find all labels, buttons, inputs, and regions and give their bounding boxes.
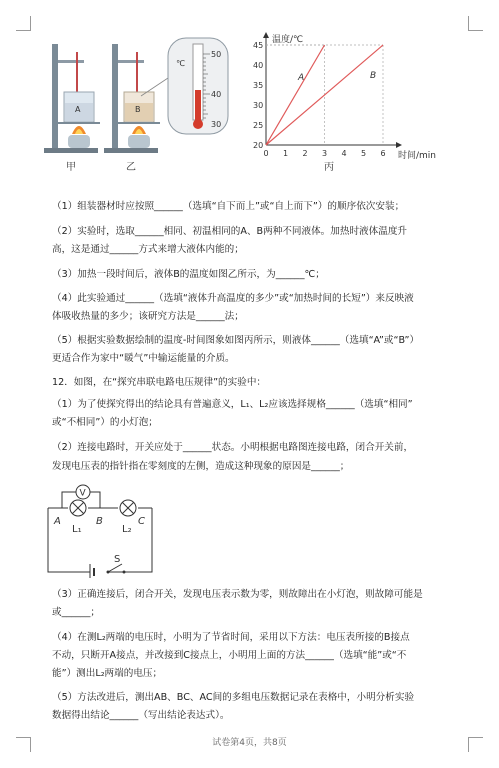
- graph-line-a-label: A: [298, 73, 305, 83]
- q12-part4-line2: 不动，只断开A接点，并改接到C接点上，小明用上面的方法______（选填“能”或“不: [52, 650, 407, 661]
- graph-ytick-label: 45: [253, 41, 264, 50]
- q11-part2-line1: （2）实验时，选取______相同、初温相同的A、B两种不同液体。加热时液体温度升: [52, 226, 408, 237]
- q12-part3-line2: 或______；: [52, 607, 100, 618]
- page-footer: 试卷第4页，共8页: [212, 738, 287, 748]
- thermometer-tick-40: 40: [211, 90, 222, 99]
- graph-ytick-label: 40: [253, 61, 264, 70]
- figure-jia-label: 甲: [66, 162, 76, 173]
- series-circuit-diagram: [44, 478, 174, 578]
- q11-part5-line2: 更适合作为家中“暖气”中输运能量的介质。: [52, 353, 235, 364]
- temperature-time-graph: [253, 32, 402, 158]
- circuit-svg: [44, 478, 174, 578]
- graph-x-axis-label: 时间/min: [398, 151, 437, 161]
- graph-series-a: [266, 45, 325, 145]
- graph-ytick-label: 35: [253, 81, 264, 90]
- q12-part2-line2: 发现电压表的指针指在零刻度的左侧，造成这种现象的原因是______；: [52, 461, 350, 472]
- graph-xtick-label: 0: [263, 149, 269, 158]
- graph-ytick-label: 30: [253, 101, 264, 110]
- q11-part3: （3）加热一段时间后，液体B的温度如图乙所示，为______℃；: [52, 269, 325, 280]
- point-a-label: A: [54, 516, 61, 527]
- graph-y-axis-label: 温度/℃: [272, 35, 304, 45]
- beaker-b-label: B: [135, 105, 141, 114]
- lamp-l2-symbol: [120, 500, 136, 516]
- battery-symbol: [90, 564, 94, 578]
- graph-xtick-label: 5: [361, 149, 367, 158]
- point-b-label: B: [96, 516, 103, 527]
- thermometer-unit: ℃: [176, 59, 185, 68]
- graph-xtick-label: 2: [302, 149, 308, 158]
- q12-stem: 12．如图，在“探究串联电路电压规律”的实验中：: [52, 377, 267, 388]
- experiment-figures: [0, 0, 499, 185]
- voltmeter-label: V: [79, 488, 86, 499]
- q11-part1: （1）组装器材时应按照______（选填“自下而上”或“自上而下”）的顺序依次安装；: [52, 201, 405, 212]
- q12-part3-line1: （3）正确连接后，闭合开关，发现电压表示数为零，则故障出在小灯泡，则故障可能是: [52, 589, 423, 600]
- graph-xtick-label: 4: [341, 149, 347, 158]
- thermometer-tick-30: 30: [211, 120, 222, 129]
- figure-yi-label: 乙: [126, 162, 136, 173]
- q12-part4-line3: 能”）测出L₂两端的电压；: [52, 668, 163, 679]
- lamp-l1-symbol: [70, 500, 86, 516]
- graph-ytick-label: 20: [253, 141, 264, 150]
- beaker-a-label: A: [75, 105, 81, 114]
- q11-part5-line1: （5）根据实验数据绘制的温度-时间图象如图丙所示，则液体______（选填“A”或“B”）: [52, 335, 420, 346]
- graph-xtick-label: 3: [322, 149, 328, 158]
- apparatus-jia: [44, 44, 100, 153]
- lamp-l2-label: L₂: [122, 524, 132, 535]
- q12-part2-line1: （2）连接电路时，开关应处于______状态。小明根据电路图连接电路，闭合开关前，: [52, 442, 414, 453]
- q12-part1-line1: （1）为了使探究得出的结论具有普遍意义，L₁、L₂应该选择规格______（选填“相同”: [52, 399, 413, 410]
- q12-part1-line2: 或“不相同”）的小灯泡；: [52, 417, 158, 428]
- q12-part4-line1: （4）在测L₂两端的电压时，小明为了节省时间，采用以下方法：电压表所接的B接点: [52, 632, 410, 643]
- apparatus-yi: [104, 44, 168, 153]
- figures-svg: [0, 0, 499, 185]
- switch-label: S: [114, 554, 121, 565]
- graph-line-b-label: B: [370, 71, 377, 81]
- graph-xtick-label: 1: [283, 149, 289, 158]
- lamp-l1-label: L₁: [72, 524, 82, 535]
- thermometer-tick-50: 50: [211, 50, 222, 59]
- point-c-label: C: [138, 516, 145, 527]
- q12-part5-line1: （5）方法改进后，测出AB、BC、AC间的多组电压数据记录在表格中，小明分析实验: [52, 692, 415, 703]
- q12-part5-line2: 数据得出结论______（写出结论表达式）。: [52, 710, 230, 721]
- q11-part4-line1: （4）此实验通过______（选填“液体升高温度的多少”或“加热时间的长短”）来反映液: [52, 293, 414, 304]
- graph-xtick-label: 6: [380, 149, 386, 158]
- q11-part2-line2: 高，这是通过______方式来增大液体内能的；: [52, 244, 244, 255]
- figure-bing-label: 丙: [324, 162, 334, 173]
- graph-ytick-label: 25: [253, 121, 264, 130]
- q11-part4-line2: 体吸收热量的多少；该研究方法是______法；: [52, 311, 244, 322]
